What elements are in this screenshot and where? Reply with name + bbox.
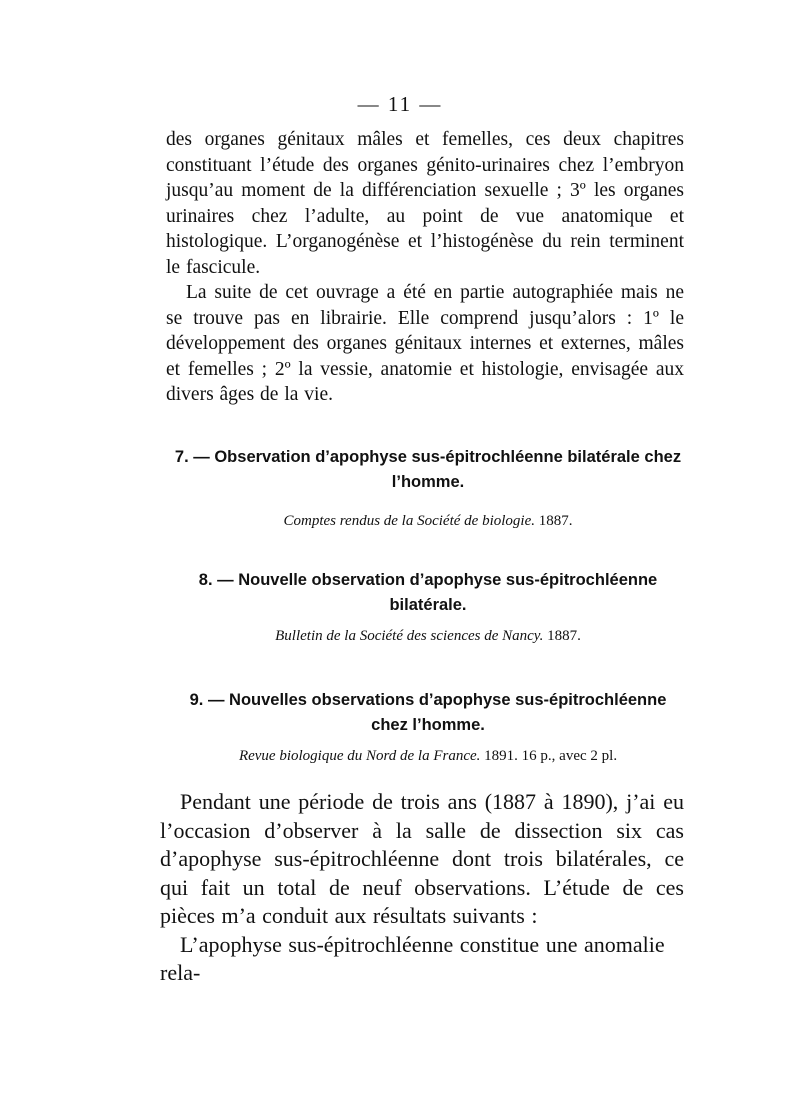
entry-7-title: 7. — Observation d’apophyse sus-épitrochléenne bilatérale chez l’homme. — [174, 448, 682, 491]
entry-8-title: 8. — Nouvelle observation d’apophyse sus-épitrochléenne bilatérale. — [198, 571, 658, 614]
entry-8-journal: Bulletin de la Société des sciences de Nancy. — [275, 628, 544, 644]
paragraph-observations-text: Pendant une période de trois ans (1887 à 1890), j’ai eu l’occasion d’observer à la salle de dissection six cas d’apophyse sus-épitrochléenne dont trois bilatérales, ce qui fait un total de neuf observations. L’étude de ces pièces m’a conduit aux résultats suivants : — [160, 789, 684, 928]
page-number: — 11 — — [357, 92, 443, 116]
entry-7-year: 1887. — [538, 513, 573, 529]
entry-8-source — [173, 628, 683, 645]
entry-9-source — [173, 748, 683, 765]
entry-8-year: 1887. — [547, 628, 581, 644]
paragraph-anomaly-start: L’apophyse sus-épitrochléenne constitue une anomalie rela- — [160, 931, 665, 985]
entry-7-journal: Comptes rendus de la Société de biologie. — [283, 513, 535, 529]
entry-9-title: 9. — Nouvelles observations d’apophyse sus-épitrochléenne chez l’homme. — [189, 691, 667, 734]
paragraph-continuation: des organes génitaux mâles et femelles, ces deux chapitres constituant l’étude des organes génito-urinaires chez l’embryon jusqu’au moment de la différenciation sexuelle ; 3º les organes urinaires chez l’adulte, au point de vue anatomique et histologique. L’organogénèse et l’histogénèse du rein terminent le fascicule. — [166, 129, 684, 278]
paragraph-observations — [160, 788, 684, 988]
entry-9-journal: Revue biologique du Nord de la France. — [238, 748, 481, 764]
paragraph-autographed-sequel: La suite de cet ouvrage a été en partie autographiée mais ne se trouve pas en librairie. Elle comprend jusqu’alors : 1º le développement des organes génitaux internes et externes, mâles et femelles ; 2º la vessie, anatomie et histologie, envisagée aux divers âges de la vie. — [166, 282, 684, 405]
entry-7-source — [173, 513, 683, 530]
entry-9-details: 1891. 16 p., avec 2 pl. — [484, 748, 618, 764]
